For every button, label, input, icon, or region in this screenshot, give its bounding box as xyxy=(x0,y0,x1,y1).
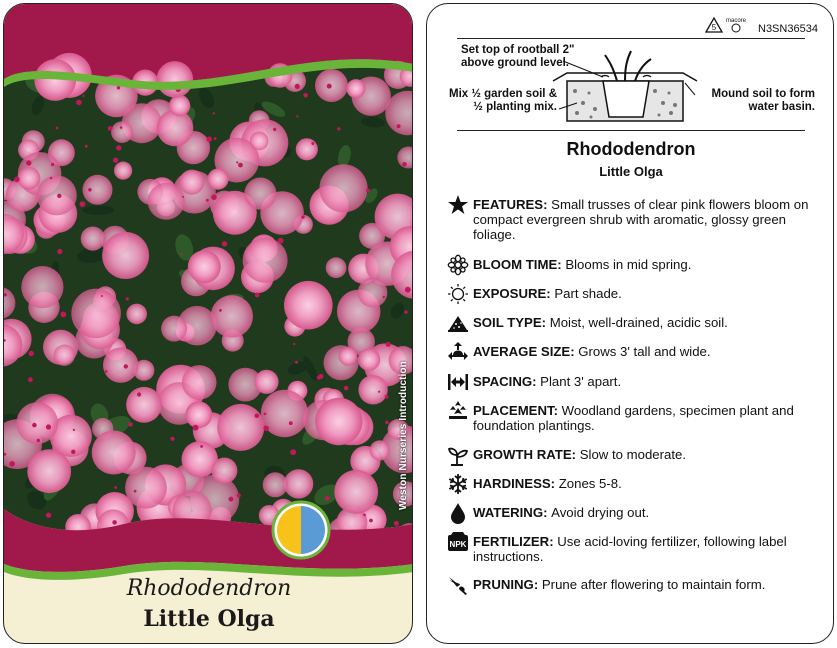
attribute-text: Zones 5-8. xyxy=(558,476,622,491)
planting-diagram-icon xyxy=(545,47,705,127)
diagram-label-water-basin: Mound soil to form water basin. xyxy=(711,88,815,113)
attribute-label: AVERAGE SIZE xyxy=(473,344,571,359)
front-cultivar: Little Olga xyxy=(143,606,275,632)
fertilizer-icon xyxy=(447,531,469,553)
product-code: N3SN36534 xyxy=(758,23,818,35)
back-card xyxy=(426,3,834,644)
attribute-growth-rate: GROWTH RATE: Slow to moderate. xyxy=(447,447,823,466)
svg-text:5: 5 xyxy=(711,23,717,32)
placement-icon xyxy=(447,400,469,422)
attribute-text: Avoid drying out. xyxy=(551,505,650,520)
attribute-label: SOIL TYPE xyxy=(473,315,542,330)
attribute-exposure: EXPOSURE: Part shade. xyxy=(447,286,823,305)
sprout-icon xyxy=(447,444,469,466)
credit-text: Weston Nurseries Introduction xyxy=(398,361,409,510)
attribute-soil-type: SOIL TYPE: Moist, well-drained, acidic soil. xyxy=(447,315,823,334)
attribute-text: Prune after flowering to maintain form. xyxy=(541,577,766,592)
front-card-artwork xyxy=(4,4,413,644)
size-icon xyxy=(447,341,469,363)
attribute-label: WATERING xyxy=(473,505,544,520)
snowflake-icon xyxy=(447,473,469,495)
attribute-average-size: AVERAGE SIZE: Grows 3' tall and wide. xyxy=(447,344,823,363)
attribute-text: Part shade. xyxy=(554,286,622,301)
back-genus: Rhododendron xyxy=(566,139,696,159)
attribute-label: FEATURES xyxy=(473,197,544,212)
soil-icon xyxy=(447,312,469,334)
diagram-label-rootball: Set top of rootball 2" above ground level. xyxy=(461,44,575,69)
sun-icon xyxy=(447,283,469,305)
attribute-text: Plant 3' apart. xyxy=(540,374,622,389)
attribute-text: Moist, well-drained, acidic soil. xyxy=(549,315,728,330)
pruners-icon xyxy=(447,574,469,596)
attribute-watering: WATERING: Avoid drying out. xyxy=(447,505,823,524)
attribute-text: Slow to moderate. xyxy=(579,447,687,462)
svg-text:macore: macore xyxy=(725,18,747,24)
diagram-label-soil-mix: Mix ½ garden soil & ½ planting mix. xyxy=(449,88,557,113)
attribute-text: Grows 3' tall and wide. xyxy=(578,344,711,359)
attribute-label: FERTILIZER xyxy=(473,534,550,549)
spacing-icon xyxy=(447,371,469,393)
attribute-features: FEATURES: Small trusses of clear pink flowers bloom on compact evergreen shrub with aromatic, glossy green foliage. xyxy=(447,197,823,242)
star-icon xyxy=(447,194,469,216)
back-cultivar: Little Olga xyxy=(599,164,663,179)
attribute-label: SPACING xyxy=(473,374,533,389)
top-divider xyxy=(457,38,805,39)
front-genus: Rhododendron xyxy=(126,576,292,601)
attribute-pruning: PRUNING: Prune after flowering to maintain form. xyxy=(447,577,823,596)
svg-text:NPK: NPK xyxy=(449,540,467,549)
attribute-text: Small trusses of clear pink flowers bloom on compact evergreen shrub with aromatic, glossy green foliage. xyxy=(473,197,809,242)
attribute-label: PLACEMENT xyxy=(473,403,554,418)
attribute-placement: PLACEMENT: Woodland gardens, specimen plant and foundation plantings. xyxy=(447,403,823,433)
mid-divider xyxy=(457,130,805,131)
attribute-text: Woodland gardens, specimen plant and foundation plantings. xyxy=(473,403,794,433)
attribute-label: PRUNING xyxy=(473,577,534,592)
attribute-hardiness: HARDINESS: Zones 5-8. xyxy=(447,476,823,495)
attribute-label: GROWTH RATE xyxy=(473,447,572,462)
attribute-label: BLOOM TIME xyxy=(473,257,558,272)
attribute-bloom-time: BLOOM TIME: Blooms in mid spring. xyxy=(447,257,823,276)
attribute-spacing: SPACING: Plant 3' apart. xyxy=(447,374,823,393)
attribute-text: Use acid-loving fertilizer, following label instructions. xyxy=(473,534,787,564)
plant-photo xyxy=(4,53,413,558)
attribute-text: Blooms in mid spring. xyxy=(565,257,692,272)
water-drop-icon xyxy=(447,502,469,524)
attribute-label: HARDINESS xyxy=(473,476,551,491)
attribute-label: EXPOSURE xyxy=(473,286,547,301)
part-shade-badge-icon xyxy=(273,502,329,558)
attribute-fertilizer: NPK FERTILIZER: Use acid-loving fertilizer, following label instructions. xyxy=(447,534,823,564)
recycle-icon xyxy=(702,12,758,36)
flower-icon xyxy=(447,254,469,276)
front-card xyxy=(3,3,413,644)
